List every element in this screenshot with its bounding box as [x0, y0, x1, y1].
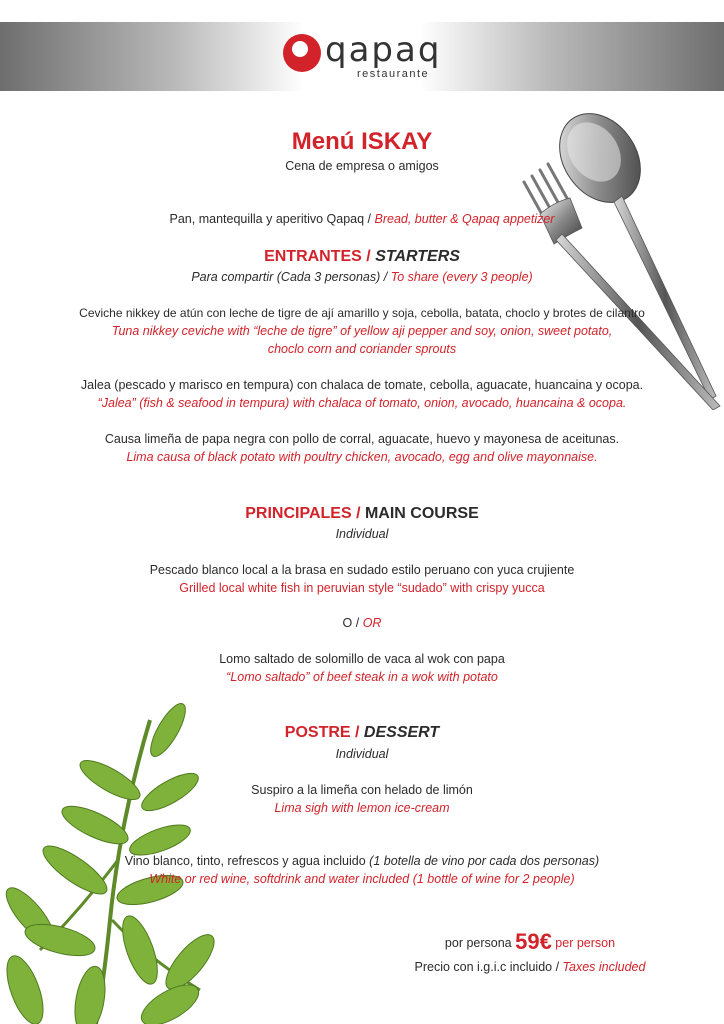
mains-heading-es: PRINCIPALES / — [245, 505, 365, 522]
drinks-es-note: (1 botella de vino por cada dos personas) — [369, 854, 600, 868]
drinks-en: White or red wine, softdrink and water included (1 bottle of wine for 2 people) — [149, 872, 575, 886]
intro-es: Pan, mantequilla y aperitivo Qapaq — [169, 212, 365, 226]
mains-heading-en: MAIN COURSE — [364, 505, 479, 522]
starter-2-es: Jalea (pescado y marisco en tempura) con chalaca de tomate, cebolla, aguacate, huancaina y ocopa. — [80, 378, 644, 392]
menu-subtitle: Cena de empresa o amigos — [285, 159, 439, 173]
mains-or-en: OR — [362, 616, 382, 630]
menu-title: Menú ISKAY — [291, 128, 433, 155]
price-post: per person — [551, 936, 616, 950]
starters-note-en: To share (every 3 people) — [390, 270, 533, 284]
dessert-heading — [0, 722, 724, 744]
tax-en: Taxes included — [562, 960, 646, 974]
starter-1-en-line2: choclo corn and coriander sprouts — [267, 342, 457, 356]
starters-note — [0, 268, 724, 286]
price-line — [380, 928, 680, 957]
drinks-es-main: Vino blanco, tinto, refrescos y agua incluido — [124, 854, 370, 868]
starter-2-en: “Jalea” (fish & seafood in tempura) with chalaca of tomato, onion, avocado, huancaina & ocopa. — [97, 396, 627, 410]
starter-3-en: Lima causa of black potato with poultry chicken, avocado, egg and olive mayonnaise. — [126, 450, 598, 464]
main-2-en: “Lomo saltado” of beef steak in a wok with potato — [226, 670, 498, 684]
mains-or-es: O / — [342, 616, 363, 630]
logo-wordmark: qapaq — [325, 30, 442, 70]
starters-heading — [0, 246, 724, 268]
intro-line — [0, 210, 724, 228]
dessert-en: Lima sigh with lemon ice-cream — [274, 801, 450, 815]
dessert-es: Suspiro a la limeña con helado de limón — [251, 783, 473, 797]
mains-note: Individual — [335, 527, 389, 541]
starter-1-en-line1: Tuna nikkey ceviche with “leche de tigre” of yellow aji pepper and soy, onion, sweet potato, — [111, 324, 613, 338]
mains-heading — [0, 503, 724, 525]
intro-sep: / — [364, 212, 375, 226]
drinks-es — [0, 852, 724, 870]
price-amount: 59€ — [515, 929, 552, 954]
dessert-note: Individual — [335, 747, 389, 761]
dessert-heading-en: DESSERT — [363, 724, 440, 741]
main-1-en: Grilled local white fish in peruvian style “sudado” with crispy yucca — [179, 581, 545, 595]
starters-heading-en: STARTERS — [375, 248, 460, 265]
tax-es: Precio con i.g.i.c incluido / — [414, 960, 563, 974]
starters-heading-es: ENTRANTES / — [264, 248, 376, 265]
main-2-es: Lomo saltado de solomillo de vaca al wok con papa — [219, 652, 505, 666]
qapaq-logo — [283, 30, 453, 84]
starter-1-es: Ceviche nikkey de atún con leche de tigre de ají amarillo y soja, cebolla, batata, choclo y brotes de cilantro — [79, 306, 645, 320]
logo-mark-icon — [283, 34, 321, 72]
starter-3-es: Causa limeña de papa negra con pollo de corral, aguacate, huevo y mayonesa de aceitunas. — [104, 432, 620, 446]
header-band — [0, 22, 724, 91]
intro-en: Bread, butter & Qapaq appetizer — [374, 212, 555, 226]
tax-line — [380, 958, 680, 976]
price-pre: por persona — [444, 936, 516, 950]
dessert-heading-es: POSTRE / — [284, 724, 364, 741]
starters-note-es: Para compartir (Cada 3 personas) / — [191, 270, 391, 284]
logo-subtitle: restaurante — [357, 68, 430, 80]
main-1-es: Pescado blanco local a la brasa en sudado estilo peruano con yuca crujiente — [149, 563, 575, 577]
mains-or — [0, 614, 724, 632]
